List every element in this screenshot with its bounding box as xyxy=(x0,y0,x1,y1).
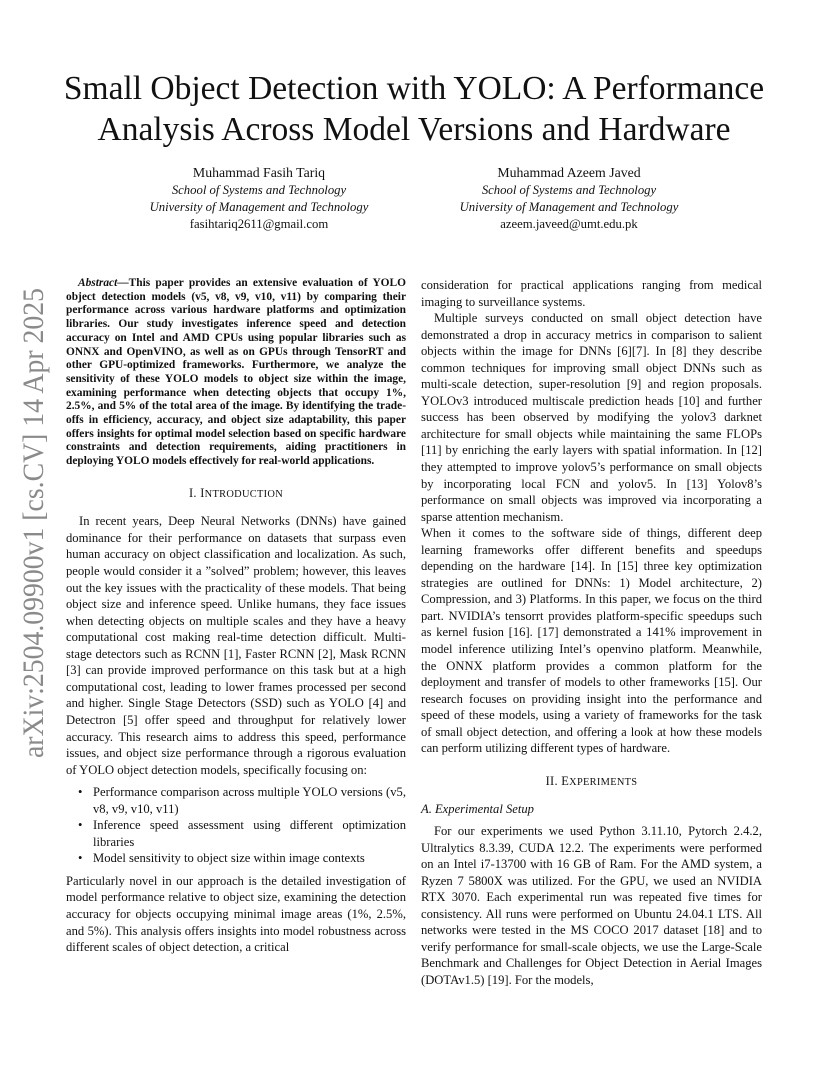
contribution-list xyxy=(66,784,406,867)
abstract-label: Abstract xyxy=(78,277,118,289)
list-item: • Inference speed assessment using different optimization libraries xyxy=(78,818,406,849)
list-item: • Performance comparison across multiple YOLO versions (v5, v8, v9, v10, v11) xyxy=(78,785,406,816)
author-department: School of Systems and Technology xyxy=(171,183,347,197)
subsection-heading: A. Experimental Setup xyxy=(421,802,534,817)
right-column xyxy=(421,277,762,988)
section-heading-introduction xyxy=(66,485,406,504)
title-line-2: Analysis Across Model Versions and Hardware xyxy=(97,111,731,148)
list-item-text: Inference speed assessment using different optimization libraries xyxy=(93,818,406,849)
section-number: I. xyxy=(188,485,197,500)
intro-paragraph-3: consideration for practical applications ranging from medical imaging to surveillance systems. xyxy=(421,278,762,309)
list-item-text: Model sensitivity to object size within image contexts xyxy=(93,851,365,866)
author-department: School of Systems and Technology xyxy=(481,183,657,197)
author-name: Muhammad Fasih Tariq xyxy=(192,165,326,180)
list-item-text: Performance comparison across multiple YOLO versions (v5, v8, v9, v10, v11) xyxy=(93,785,406,816)
section-title-rest: NTRODUCTION xyxy=(204,488,283,500)
author-name: Muhammad Azeem Javed xyxy=(497,165,641,180)
author-university: University of Management and Technology xyxy=(459,200,679,214)
left-column xyxy=(66,277,406,956)
section-number: II. xyxy=(545,773,558,788)
arxiv-stamp-text: arXiv:2504.09900v1 [cs.CV] 14 Apr 2025 xyxy=(20,286,50,758)
author-block-1 xyxy=(109,163,409,233)
author-email: fasihtariq2611@gmail.com xyxy=(189,217,329,231)
section-heading-experiments xyxy=(421,773,762,792)
author-university: University of Management and Technology xyxy=(149,200,369,214)
paper-title xyxy=(40,68,788,150)
author-email: azeem.javeed@umt.edu.pk xyxy=(500,217,638,231)
intro-paragraph-1: In recent years, Deep Neural Networks (DNNs) have gained dominance for their performance on datasets that surpass even human accuracy on object classification and localization. As such, people would consider it a ”solved” problem; however, this leaves out the key issues with the practicality of these models. That being object size and inference speed. Unlike humans, they face issues when detecting objects on multiple scales and they have a heavy computational cost making real-time detection difficult. Multi-stage detectors such as RCNN [1], Faster RCNN [2], Mask RCNN [3] can provide improved performance on this task but at a high computational cost, leading to lower frames processed per second and higher. Single Stage Detectors (SSD) such as YOLO [4] and Detectron [5] offer speed and throughput for relatively lower accuracy. This research aims to address this speed, performance issues, and object size performance through a rigorous evaluation of YOLO object detection models, specifically focusing on: xyxy=(66,514,406,777)
abstract-text: —This paper provides an extensive evaluation of YOLO object detection models (v5, v8, v9, v10, v11) by comparing their performance across various hardware platforms and optimization libraries. Our study investigates inference speed and detection accuracy on Intel and AMD CPUs using popular libraries such as ONNX and OpenVINO, as well as on GPUs through TensorRT and other GPU-optimized frameworks. Furthermore, we analyze the sensitivity of these YOLO models to object size within the image, examining performance when detecting objects that occupy 1%, 2.5%, and 5% of the total area of the image. By identifying the trade-offs in efficiency, accuracy, and object size adaptability, this paper offers insights for optimal model selection based on specific hardware constraints and detection requirements, aiding practitioners in deploying YOLO models effectively for real-world applications. xyxy=(66,277,406,468)
title-line-1: Small Object Detection with YOLO: A Performance xyxy=(63,70,765,107)
intro-paragraph-5: When it comes to the software side of things, different deep learning frameworks offer different benefits and speedups depending on the hardware [14]. In [15] three key optimization strategies are outlined for DNNs: 1) Model architecture, 2) Compression, and 3) Platforms. In this paper, we focus on the third part. NVIDIA’s tensorrt provides platform-specific speedups such as kernel fusion [16]. [17] demonstrated a 141% improvement in model inference utilizing Intel’s openvino platform. Meanwhile, the ONNX platform provides a common platform for the deployment and transfer of models to other frameworks [15]. Our research focuses on providing insight into the performance and speed of these models, using a variety of frameworks for the task of small object detection, and offering a look at how these models can perform utilizing different types of hardware. xyxy=(421,526,762,756)
section-title-initial: E xyxy=(561,773,570,788)
intro-paragraph-2: Particularly novel in our approach is the detailed investigation of model performance relative to object size, examining the detection accuracy for objects occupying minimal image areas (1%, 2.5%, and 5%). This analysis offers insights into model robustness across different scales of object detection, a critical xyxy=(66,873,406,955)
author-block-2 xyxy=(419,163,719,233)
list-item: • Model sensitivity to object size within image contexts xyxy=(78,851,365,866)
intro-paragraph-4: Multiple surveys conducted on small object detection have demonstrated a drop in accuracy metrics in comparison to salient objects within the image for DNNs [6][7]. In [8] they describe common techniques for improving small object DNNs such as multi-scale detection, super-resolution [9] and region proposals. YOLOv3 introduced multiscale prediction heads [10] and further success has been observed by modifying the yolov3 darknet architecture for small objects while maintaining the same FLOPs [11] by enriching the early layers with spatial information. In [12] they attempted to improve yolov5’s performance on small objects by incorporating local FCN and yolov5. In [13] Yolov8’s performance on small objects was improved via incorporating a sparse attention mechanism. xyxy=(421,311,762,524)
arxiv-stamp xyxy=(20,286,50,760)
section-title-rest: XPERIMENTS xyxy=(569,776,638,788)
experiments-paragraph-1: For our experiments we used Python 3.11.10, Pytorch 2.4.2, Ultralytics 8.3.39, CUDA 12.2. The experiments were performed on an Intel i7-13700 with 16 GB of Ram. For the AMD system, a Ryzen 7 5800X was utilized. For the GPU, we used an NVIDIA RTX 3070. Each experimental run was repeated five times for consistency. All runs were performed on Ubuntu 24.04.1 LTS. All networks were tested in the MS COCO 2017 dataset [18] and to verify performance for small-scale objects, we use the Large-Scale Benchmark and Challenges for Object Detection in Aerial Images (DOTAv1.5) [19]. For the models, xyxy=(421,823,762,987)
section-title-initial: I xyxy=(200,485,205,500)
abstract xyxy=(66,277,406,469)
